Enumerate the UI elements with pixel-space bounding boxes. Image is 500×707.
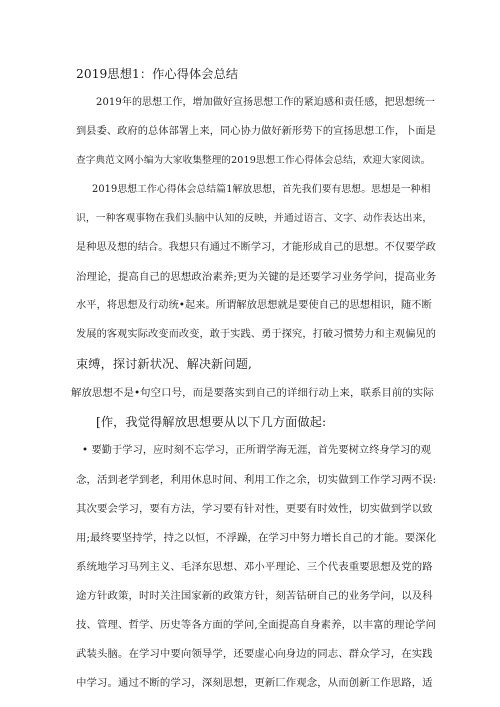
body-line: 用;最终要坚持学，持之以恒，不浮躁，在学习中努力增长自己的才能。要深化 [76, 532, 436, 544]
body-line: 途方针政策，时时关注国家新的政策方针，刻苦钻研自己的业务学问，以及科 [76, 590, 433, 602]
body-line: 中学习。通过不断的学习，深刻思想，更新匚作观念，从而创新工作思路，适 [76, 677, 433, 689]
body-line: 念，活到老学到老，利用休息时间、利用工作之余，切实做到工作学习两不误: [76, 474, 436, 486]
body-line: 解放思想不是•句空口号，而是要落实到自己的详细行动上来，联系目前的实际 [71, 387, 434, 399]
body-line: 2019年的思想工作，增加做好宣扬思想工作的紧迫感和责任感，把思想统一 [96, 97, 435, 108]
body-line: 治理论，提高自己的思想政治素养;更为关键的是还要学习业务学问，提高业务 [76, 271, 436, 283]
body-line: 其次要会学习，要有方法，学习要有针对性，更要有时效性，切实做到学以致 [76, 503, 433, 515]
body-line: [作，我觉得解放思想要从以下几方面做起: [96, 415, 327, 429]
body-line: 查字典范文网小编为大家收集整理的2019思想工作心得体会总结，欢迎大家阅读。 [76, 155, 431, 166]
body-line: 识，一种客观事物在我们头脑中认知的反映，并通过语言、文字、动作表达出来， [76, 213, 433, 224]
body-line: 武装头脑。在学习中要向领导学，还要虚心向身边的同志、群众学习，在实践 [76, 648, 433, 660]
body-line: 系统地学习马列主义、毛泽东思想、邓小平理论、三个代表重要思想及党的路 [76, 561, 433, 573]
body-line: • 要勤于学习，应时刻不忘学习，正所谓学海无涯，首先要树立终身学习的观 [82, 445, 431, 456]
body-line: 是种思及想的结合。我想只有通过不断学习，才能形成自己的思想。不仅要学政 [76, 242, 436, 253]
body-line: 技、管理、哲学、历史等各方面的学问,全面提高自身素养，以丰富的理论学问 [76, 619, 436, 631]
body-line: 束缚，探讨新状况、解决新问题, [76, 357, 252, 371]
document-title: 2019思想1：作心得体会总结 [76, 67, 239, 81]
body-line: 发展的客观实际改变而改变，敢于实践、勇于探究，打破习惯势力和主观偏见的 [76, 329, 436, 340]
body-line: 水平，将思想及行动统•起来。所谓解放思想就是要使自己的思想相识，随不断 [76, 300, 432, 311]
body-line: 2019思想工作心得体会总结篇1解放思想，首先我们要有思想。思想是一种相 [92, 184, 431, 195]
body-line: 到县委、政府的总体部署上来，同心协力做好新形势下的宣扬思想工作，卜面是 [76, 126, 436, 137]
